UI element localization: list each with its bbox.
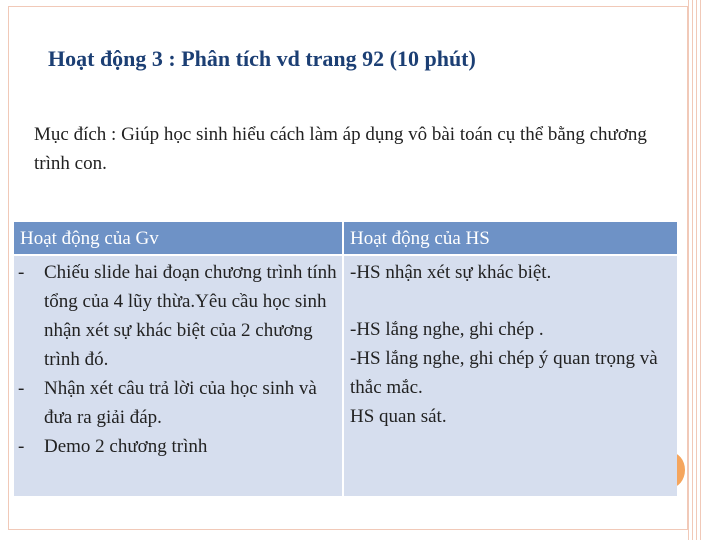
teacher-activity-list <box>18 258 342 461</box>
slide-title: Hoạt động 3 : Phân tích vd trang 92 (10 phút) <box>48 46 476 71</box>
rail-line <box>688 0 689 540</box>
list-item: -HS lắng nghe, ghi chép . <box>350 319 544 340</box>
teacher-activities <box>14 256 344 496</box>
purpose-text: Mục đích : Giúp học sinh hiểu cách làm áp dụng vô bài toán cụ thể bằng chương trình con. <box>34 124 647 174</box>
decorative-rail <box>688 0 720 540</box>
header-student: Hoạt động của HS <box>344 222 677 256</box>
list-item: -HS lắng nghe, ghi chép ý quan trọng và thắc mắc. <box>350 348 658 398</box>
rail-line <box>700 0 701 540</box>
list-item <box>18 258 342 374</box>
dash-bullet: - <box>18 378 25 399</box>
list-item-text: Demo 2 chương trình <box>44 436 208 457</box>
activity-table <box>14 222 677 496</box>
student-activities <box>344 256 677 496</box>
rail-line <box>692 0 693 540</box>
header-teacher: Hoạt động của Gv <box>14 222 344 256</box>
dash-bullet: - <box>18 262 25 283</box>
rail-line <box>696 0 697 540</box>
list-item <box>18 432 342 461</box>
list-item <box>18 374 342 432</box>
list-item: HS quan sát. <box>350 406 447 427</box>
dash-bullet: - <box>18 436 25 457</box>
list-item-text: Nhận xét câu trả lời của học sinh và đưa ra giải đáp. <box>44 378 317 428</box>
list-item-text: Chiếu slide hai đoạn chương trình tính tổng của 4 lũy thừa.Yêu cầu học sinh nhận xét sự khác biệt của 2 chương trình đó. <box>44 262 337 370</box>
spacer <box>350 287 677 315</box>
list-item: -HS nhận xét sự khác biệt. <box>350 262 552 283</box>
